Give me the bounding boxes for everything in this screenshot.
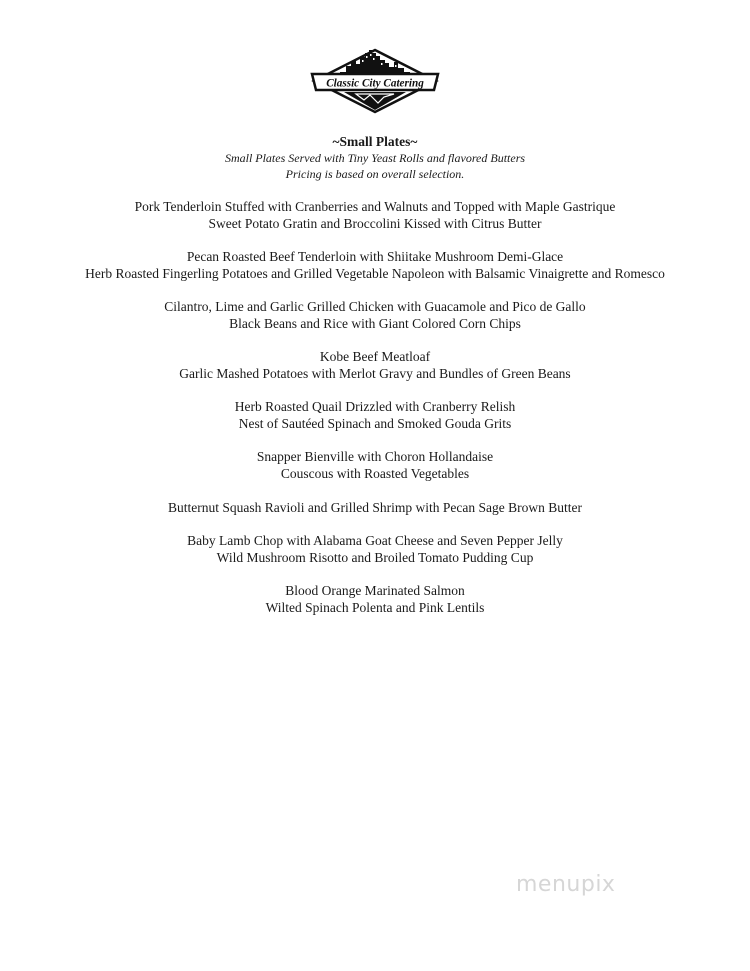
menu-list [0, 199, 750, 633]
dish-side: Wild Mushroom Risotto and Broiled Tomato Pudding Cup [216, 549, 534, 565]
logo-text-art: Classic City Catering [326, 77, 424, 90]
dish-main: Pork Tenderloin Stuffed with Cranberries and Walnuts and Topped with Maple Gastrique [134, 199, 616, 214]
dish-main: Baby Lamb Chop with Alabama Goat Cheese and Seven Pepper Jelly [187, 532, 563, 548]
menu-item [0, 533, 750, 567]
menu-item [0, 199, 750, 233]
section-header [0, 133, 750, 182]
dish-main: Kobe Beef Meatloaf [319, 349, 431, 365]
menu-item [0, 399, 750, 433]
dish-main: Butternut Squash Ravioli and Grilled Shrimp with Pecan Sage Brown Butter [168, 499, 582, 515]
dish-side: Couscous with Roasted Vegetables [280, 466, 470, 482]
menu-item [0, 500, 750, 517]
dish-side: Sweet Potato Gratin and Broccolini Kissed with Citrus Butter [208, 215, 542, 231]
menu-item [0, 449, 750, 483]
dish-side: Wilted Spinach Polenta and Pink Lentils [265, 599, 485, 615]
dish-main: Pecan Roasted Beef Tenderloin with Shiitake Mushroom Demi-Glace [186, 249, 564, 265]
menu-item [0, 583, 750, 617]
menu-item [0, 249, 750, 283]
dish-side: Black Beans and Rice with Giant Colored Corn Chips [229, 315, 521, 331]
menupix-watermark: menupix [516, 872, 616, 897]
menu-item [0, 299, 750, 333]
dish-main: Snapper Bienville with Choron Hollandaise [256, 449, 494, 465]
dish-side: Nest of Sautéed Spinach and Smoked Gouda Grits [238, 416, 512, 432]
classic-city-catering-logo [310, 48, 440, 114]
dish-main: Blood Orange Marinated Salmon [285, 582, 465, 598]
pricing-note: Pricing is based on overall selection. [285, 167, 465, 181]
dish-main: Herb Roasted Quail Drizzled with Cranberry Relish [234, 399, 516, 415]
dish-main: Cilantro, Lime and Garlic Grilled Chicken with Guacamole and Pico de Gallo [164, 299, 586, 315]
dish-side: Garlic Mashed Potatoes with Merlot Gravy and Bundles of Green Beans [179, 366, 571, 382]
menu-item [0, 349, 750, 383]
dish-side: Herb Roasted Fingerling Potatoes and Grilled Vegetable Napoleon with Balsamic Vinaigrette and Romesco [85, 265, 665, 281]
section-title: ~Small Plates~ [332, 134, 418, 149]
section-subtitle: Small Plates Served with Tiny Yeast Rolls and flavored Butters [224, 151, 526, 165]
